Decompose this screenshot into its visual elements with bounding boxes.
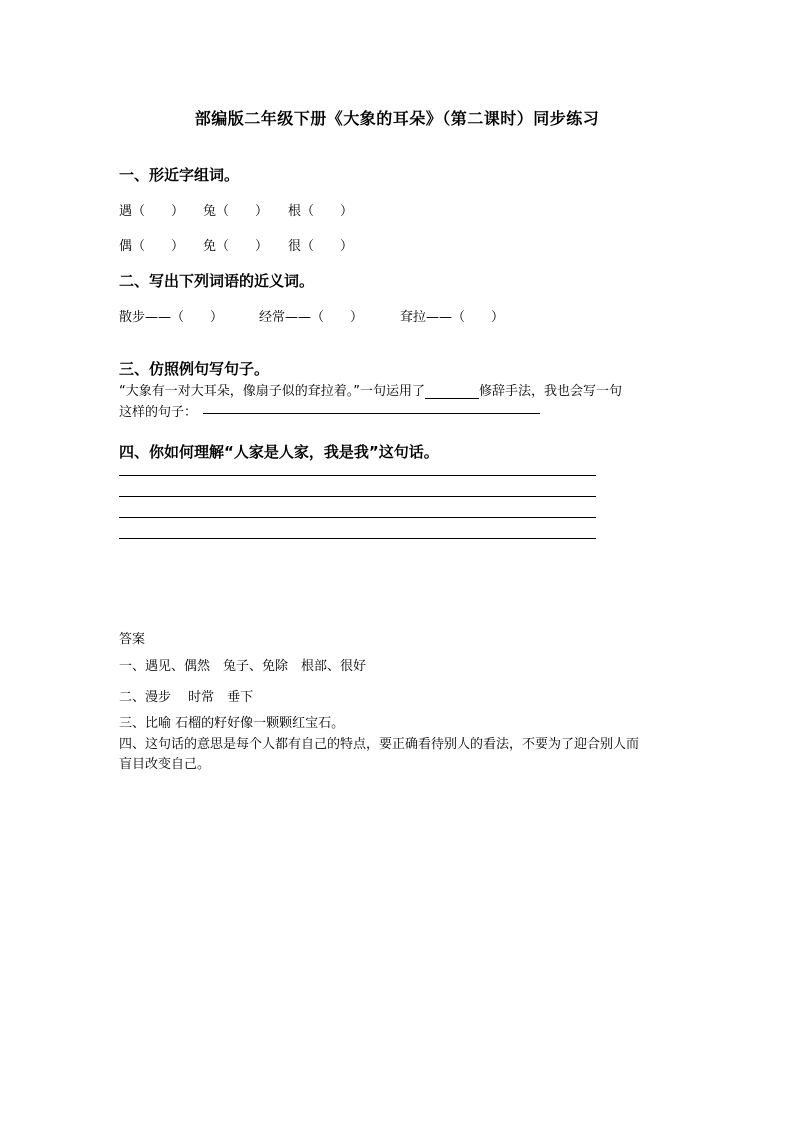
- rhetoric-blank[interactable]: [425, 384, 479, 399]
- page-title: 部编版二年级下册《大象的耳朵》（第二课时）同步练习: [194, 109, 600, 128]
- word-group-item: 免（ ）: [203, 239, 269, 254]
- answer-4-line2: 盲目改变自己。: [119, 757, 211, 772]
- answer-line[interactable]: [119, 475, 596, 476]
- word-group-item: 偶（ ）: [119, 239, 185, 254]
- word-group-item: 遇（ ）: [119, 204, 185, 219]
- answer-line[interactable]: [119, 496, 596, 497]
- section4-heading: 四、你如何理解“人家是人家，我是我”这句话。: [119, 443, 439, 461]
- section1-heading: 一、形近字组词。: [119, 166, 240, 184]
- word-group-item: 兔（ ）: [203, 204, 269, 219]
- sentence-prompt-line: [119, 380, 622, 399]
- sentence-write-label: 这样的句子：: [119, 405, 198, 420]
- section2-heading: 二、写出下列词语的近义词。: [119, 272, 315, 290]
- word-group-item: 很（ ）: [288, 239, 354, 254]
- answer-4-line1: 四、这句话的意思是每个人都有自己的特点，要正确看待别人的看法，不要为了迎合别人而: [119, 737, 640, 752]
- answer-1: 一、遇见、偶然 兔子、免除 根部、很好: [119, 659, 367, 674]
- answers-label: 答案: [119, 632, 146, 647]
- sentence-prompt-text: “大象有一对大耳朵，像扇子似的耷拉着。”一句运用了: [119, 384, 425, 399]
- sentence-prompt-text-end: 修辞手法，我也会写一句: [478, 384, 622, 399]
- section3-heading: 三、仿照例句写句子。: [119, 360, 270, 378]
- answer-3: 三、比喻 石榴的籽好像一颗颗红宝石。: [119, 716, 345, 731]
- synonym-item: 经常——（ ）: [259, 310, 364, 325]
- sentence-write-blank[interactable]: [203, 413, 540, 414]
- synonym-item: 耷拉——（ ）: [400, 310, 505, 325]
- synonym-item: 散步——（ ）: [119, 310, 224, 325]
- word-group-item: 根（ ）: [288, 204, 354, 219]
- answer-line[interactable]: [119, 538, 596, 539]
- answer-line[interactable]: [119, 517, 596, 518]
- answer-2: 二、漫步 时常 垂下: [119, 690, 254, 705]
